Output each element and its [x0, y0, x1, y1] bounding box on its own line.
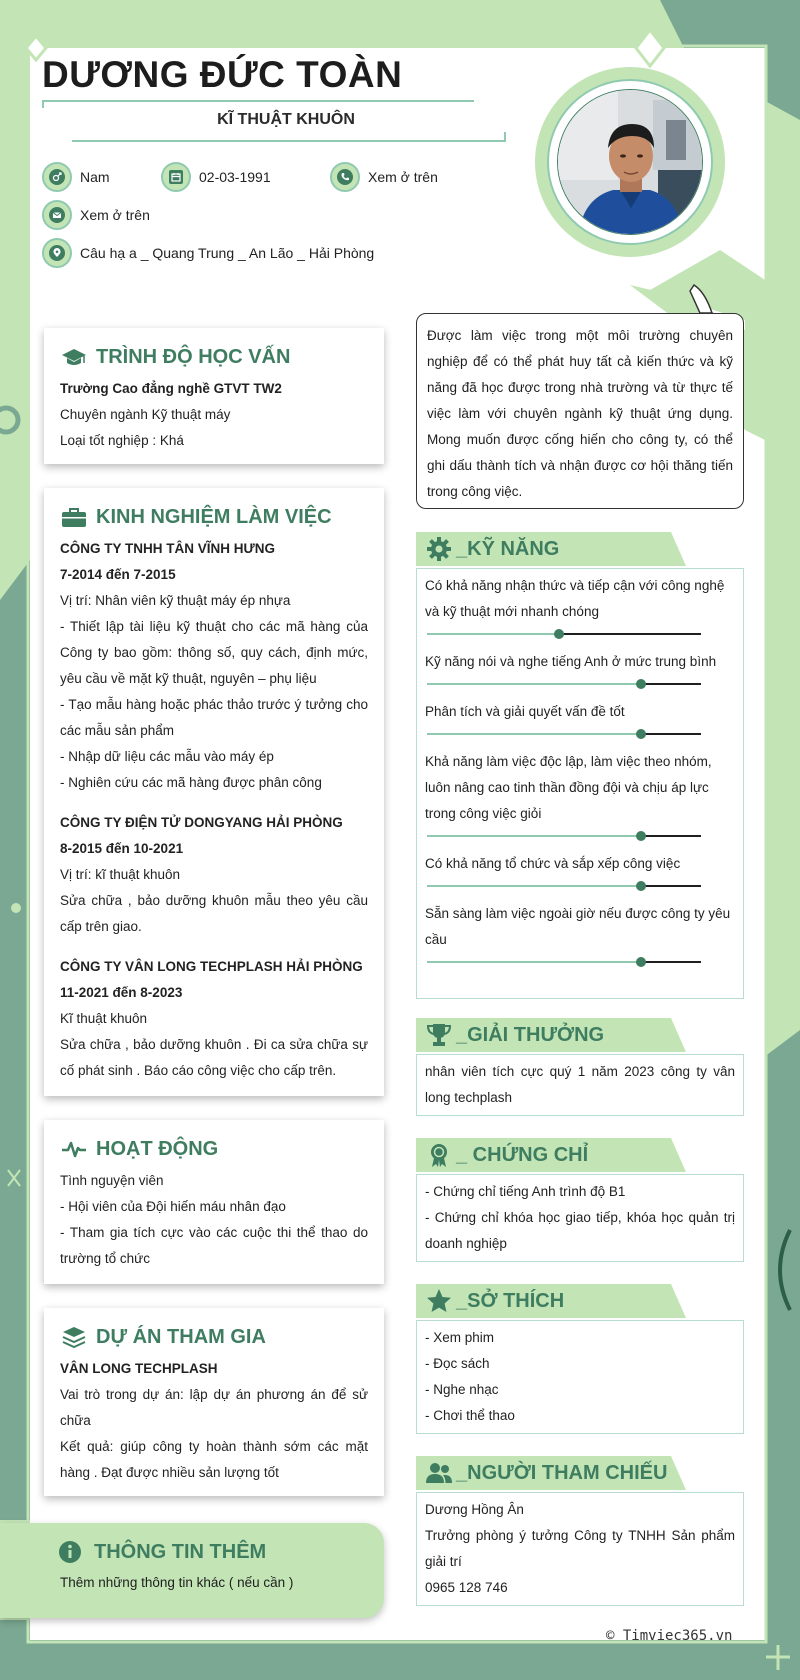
- gender-icon: [42, 162, 72, 192]
- job-line: Kĩ thuật khuôn: [60, 1011, 148, 1026]
- certificates-section: [416, 1138, 744, 1262]
- job-title: KĨ THUẬT KHUÔN: [217, 111, 355, 128]
- skill-label: Có khả năng nhận thức và tiếp cận với công nghệ và kỹ thuật mới nhanh chóng: [425, 578, 725, 619]
- job-line: - Nhập dữ liệu các mẫu vào máy ép: [60, 749, 274, 764]
- projects-title: [60, 1322, 368, 1352]
- briefcase-icon: [60, 505, 88, 529]
- certificates-title: [416, 1138, 744, 1172]
- skill-level-bar: [427, 879, 701, 893]
- job-line: Vị trí: kĩ thuật khuôn: [60, 867, 181, 882]
- gear-icon: [424, 534, 454, 564]
- projects-title-text: DỰ ÁN THAM GIA: [96, 1326, 266, 1348]
- skill-item: [425, 649, 735, 691]
- activities-title: [60, 1134, 368, 1164]
- job-line: Sửa chữa , bảo dưỡng khuôn . Đi ca sửa chữa sự cố phát sinh . Báo cáo công việc cho cấp trên.: [60, 1037, 368, 1078]
- job-line: - Tạo mẫu hàng hoặc phác thảo trước ý tưởng cho các mẫu sản phẩm: [60, 697, 368, 738]
- job-entry: [60, 536, 368, 796]
- hobby-item: - Xem phim: [425, 1330, 495, 1345]
- skills-box: [416, 568, 744, 999]
- certificates-title-text: _ CHỨNG CHỈ: [456, 1143, 589, 1166]
- activities-title-text: HOẠT ĐỘNG: [96, 1138, 219, 1160]
- experience-section: [44, 488, 384, 1096]
- reference-position: Trưởng phòng ý tưởng Công ty TNHH Sản phẩm giải trí: [425, 1528, 735, 1569]
- awards-title-text: _GIẢI THƯỞNG: [456, 1023, 605, 1046]
- reference-phone: 0965 128 746: [425, 1580, 508, 1595]
- hobbies-box: [416, 1320, 744, 1434]
- references-box: [416, 1492, 744, 1606]
- job-period: 7-2014 đến 7-2015: [60, 567, 176, 582]
- project-result: Kết quả: giúp công ty hoàn thành sớm các mặt hàng . Đạt được nhiều sản lượng tốt: [60, 1439, 368, 1480]
- skill-level-knob: [636, 881, 646, 891]
- certificate-line: - Chứng chỉ tiếng Anh trình độ B1: [425, 1184, 626, 1199]
- school-major: Chuyên ngành Kỹ thuật máy: [60, 407, 231, 422]
- career-objective: Được làm việc trong một môi trường chuyên nghiệp để có thể phát huy tất cả kiến thức và kỹ năng đã học được trong nhà trường và từ thực tế việc làm với chuyên ngành kỹ thuật ứng dụng. Mong muốn được cống hiến cho công ty, có thể ghi dấu thành tích và nhận được cơ hội thăng tiến trong công việc.: [416, 313, 744, 509]
- contact-address: [42, 238, 374, 268]
- graduation-cap-icon: [60, 345, 88, 369]
- activity-line: Tình nguyện viên: [60, 1173, 164, 1188]
- contact-birthday: [161, 162, 271, 192]
- users-icon: [424, 1458, 454, 1488]
- skill-label: Kỹ năng nói và nghe tiếng Anh ở mức trung bình: [425, 654, 717, 669]
- reference-name: Dương Hồng Ân: [425, 1502, 524, 1517]
- skill-level-knob: [554, 629, 564, 639]
- experience-title-text: KINH NGHIỆM LÀM VIỆC: [96, 506, 332, 528]
- skill-label: Sẵn sàng làm việc ngoài giờ nếu được công ty yêu cầu: [425, 906, 731, 947]
- job-period: 8-2015 đến 10-2021: [60, 841, 184, 856]
- contact-email: [42, 200, 150, 230]
- school-name: Trường Cao đẳng nghề GTVT TW2: [60, 381, 282, 396]
- job-company: CÔNG TY TNHH TÂN VĨNH HƯNG: [60, 541, 275, 556]
- skill-label: Khả năng làm việc độc lập, làm việc theo nhóm, luôn nâng cao tinh thần đồng đội và chịu áp lực trong công việc giỏi: [425, 754, 712, 821]
- address-text: Câu hạ a _ Quang Trung _ An Lão _ Hải Phòng: [80, 245, 375, 261]
- mail-icon: [42, 200, 72, 230]
- awards-box: [416, 1054, 744, 1116]
- job-company: CÔNG TY VÂN LONG TECHPLASH HẢI PHÒNG: [60, 959, 363, 974]
- job-entry: [60, 954, 368, 1084]
- hobbies-title: [416, 1284, 744, 1318]
- skill-label: Có khả năng tổ chức và sắp xếp công việc: [425, 856, 681, 871]
- hobby-item: - Chơi thể thao: [425, 1408, 515, 1423]
- job-period: 11-2021 đến 8-2023: [60, 985, 183, 1000]
- skill-level-bar: [427, 627, 701, 641]
- references-section: [416, 1456, 744, 1606]
- activities-section: [44, 1120, 384, 1284]
- references-title-text: _NGƯỜI THAM CHIẾU: [456, 1461, 668, 1484]
- info-icon: [56, 1540, 84, 1564]
- references-title: [416, 1456, 744, 1490]
- phone-icon: [330, 162, 360, 192]
- job-company: CÔNG TY ĐIỆN TỬ DONGYANG HẢI PHÒNG: [60, 815, 343, 830]
- job-line: - Thiết lập tài liệu kỹ thuật cho các mã hàng của Công ty bao gồm: thông số, quy cách, định mức, yêu cầu về mặt kỹ thuật, nguyên – phụ liệu: [60, 619, 368, 686]
- activity-line: - Hội viên của Đội hiến máu nhân đạo: [60, 1199, 286, 1214]
- skills-title-text: _KỸ NĂNG: [456, 537, 560, 560]
- skill-level-bar: [427, 677, 701, 691]
- project-name: VÂN LONG TECHPLASH: [60, 1361, 218, 1376]
- job-line: Vị trí: Nhân viên kỹ thuật máy ép nhựa: [60, 593, 291, 608]
- activity-line: - Tham gia tích cực vào các cuộc thi thể thao do trường tổ chức: [60, 1225, 368, 1266]
- experience-title: [60, 502, 368, 532]
- skill-level-bar: [427, 955, 701, 969]
- project-role: Vai trò trong dự án: lập dự án phương án để sử chữa: [60, 1387, 368, 1428]
- extra-info-section: [0, 1523, 384, 1618]
- hobby-item: - Đọc sách: [425, 1356, 490, 1371]
- calendar-icon: [161, 162, 191, 192]
- job-line: Sửa chữa , bảo dưỡng khuôn mẫu theo yêu cầu cấp trên giao.: [60, 893, 368, 934]
- hobbies-section: [416, 1284, 744, 1434]
- skill-level-knob: [636, 729, 646, 739]
- skill-level-bar: [427, 727, 701, 741]
- skill-item: [425, 851, 735, 893]
- birthday-text: 02-03-1991: [199, 169, 271, 185]
- hobbies-title-text: _SỞ THÍCH: [456, 1289, 565, 1312]
- skill-item: [425, 749, 735, 843]
- contact-phone: [330, 162, 438, 192]
- skill-item: [425, 573, 735, 641]
- candidate-name: DƯƠNG ĐỨC TOÀN: [42, 54, 403, 95]
- skill-item: [425, 699, 735, 741]
- job-line: - Nghiên cứu các mã hàng được phân công: [60, 775, 322, 790]
- job-title-underline: [72, 132, 506, 142]
- skill-level-knob: [636, 957, 646, 967]
- education-section: [44, 328, 384, 464]
- school-grade: Loại tốt nghiệp : Khá: [60, 433, 184, 448]
- skills-section: [416, 532, 744, 999]
- copyright: © Timviec365.vn: [606, 1628, 733, 1644]
- certificate-line: - Chứng chỉ khóa học giao tiếp, khóa học quản trị doanh nghiệp: [425, 1210, 735, 1251]
- skill-label: Phân tích và giải quyết vấn đề tốt: [425, 704, 625, 719]
- skill-level-knob: [636, 831, 646, 841]
- education-title-text: TRÌNH ĐỘ HỌC VẤN: [96, 346, 291, 368]
- awards-section: [416, 1018, 744, 1116]
- extra-title-text: THÔNG TIN THÊM: [94, 1540, 267, 1563]
- awards-title: [416, 1018, 744, 1052]
- extra-title: [58, 1537, 368, 1567]
- skill-item: [425, 901, 735, 969]
- avatar: [535, 67, 725, 257]
- award-text: nhân viên tích cực quý 1 năm 2023 công ty vân long techplash: [425, 1064, 735, 1105]
- job-entry: [60, 810, 368, 940]
- education-title: [60, 342, 368, 372]
- skills-title: [416, 532, 744, 566]
- skill-level-bar: [427, 829, 701, 843]
- star-icon: [424, 1286, 454, 1316]
- contact-gender: [42, 162, 110, 192]
- hobby-item: - Nghe nhạc: [425, 1382, 499, 1397]
- medal-icon: [424, 1140, 454, 1170]
- certificates-box: [416, 1174, 744, 1262]
- email-text: Xem ở trên: [80, 207, 150, 223]
- name-underline: [42, 100, 474, 108]
- trophy-icon: [424, 1020, 454, 1050]
- skill-level-knob: [636, 679, 646, 689]
- extra-text: Thêm những thông tin khác ( nếu cần ): [60, 1575, 294, 1590]
- profile-photo: [557, 89, 703, 235]
- layers-icon: [60, 1325, 88, 1349]
- projects-section: [44, 1308, 384, 1496]
- location-icon: [42, 238, 72, 268]
- phone-text: Xem ở trên: [368, 169, 438, 185]
- gender-text: Nam: [80, 169, 110, 185]
- pulse-icon: [60, 1137, 88, 1161]
